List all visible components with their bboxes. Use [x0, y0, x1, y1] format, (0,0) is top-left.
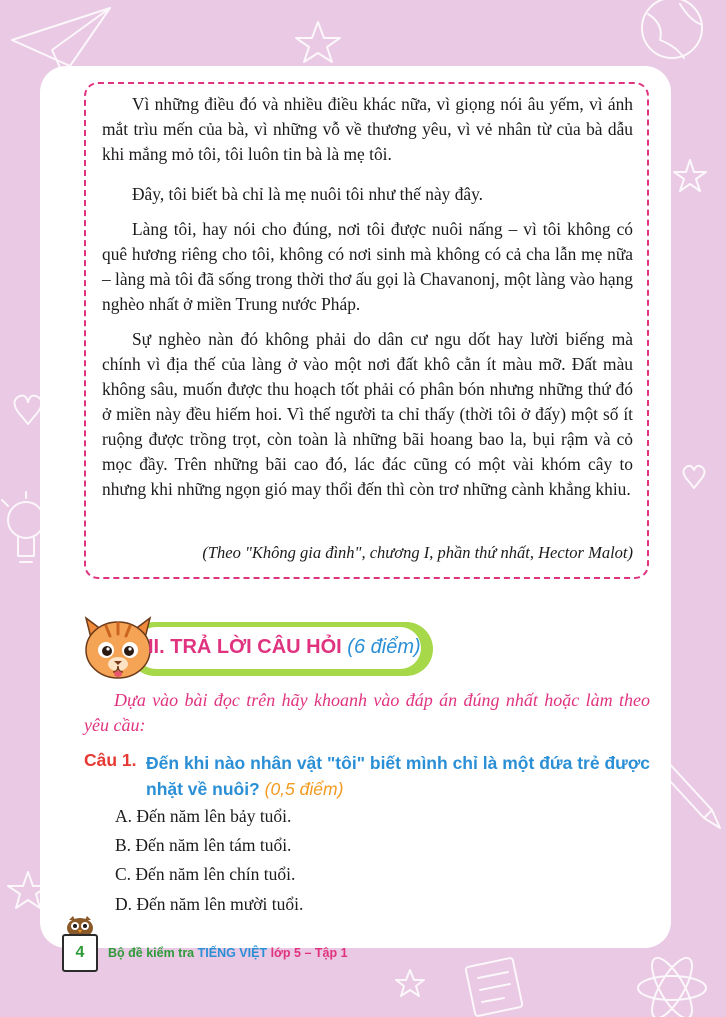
- footer-title-part-1: Bộ đề kiểm tra: [108, 946, 195, 960]
- section-score: (6 điểm): [347, 636, 421, 658]
- excerpt-paragraph-1: Vì những điều đó và nhiều điều khác nữa, vì giọng nói âu yếm, vì ánh mắt trìu mến của bà, vì những vỗ về thương yêu, vì vẻ nhân từ của bà dẫu khi mắng mỏ tôi, tôi luôn tin bà là mẹ tôi.: [102, 94, 633, 164]
- footer-title-part-4: – Tập 1: [304, 946, 348, 960]
- section-title-text: II. TRẢ LỜI CÂU HỎI: [148, 636, 342, 658]
- cat-mascot-icon: [78, 608, 158, 686]
- page-number: 4: [75, 944, 85, 961]
- paper-plane-icon: [12, 8, 110, 72]
- heart-icon: [683, 466, 704, 488]
- question-1-prompt: Đến khi nào nhân vật "tôi" biết mình chỉ là một đứa trẻ được nhặt về nuôi?: [146, 753, 650, 799]
- notes-icon: [465, 958, 522, 1017]
- excerpt-paragraph-4: Sự nghèo nàn đó không phải do dân cư ngu dốt hay lười biếng mà chính vì địa thế của làng ở vào một nơi đất khô cằn ít màu mỡ. Đất màu không sâu, muốn được thu hoạch tốt phải có phân bón nhưng những thứ đó ở miền này đều hiếm hoi. Vì thế người ta chỉ thấy (thời tôi ở đấy) một số ít ruộng được trồng trọt, còn toàn là những bãi hoang bao la, bụi rậm và cỏ mọc đầy. Trên những bãi cao đó, lác đác cũng có một vài khóm cây to nhưng khi những ngọn gió may thổi đến thì còn trơ những cành khẳng khiu.: [102, 329, 633, 499]
- excerpt-citation: (Theo "Không gia đình", chương I, phần thứ nhất, Hector Malot): [202, 543, 633, 562]
- question-1-text: [146, 750, 650, 802]
- answer-option-a[interactable]: A. Đến năm lên bảy tuổi.: [115, 806, 292, 826]
- question-1-points: (0,5 điểm): [264, 779, 344, 799]
- answer-option-d[interactable]: D. Đến năm lên mười tuổi.: [115, 894, 304, 914]
- star-icon: [396, 970, 424, 996]
- section-title: [148, 636, 421, 659]
- footer-book-title: [108, 946, 348, 960]
- answer-option-c[interactable]: C. Đến năm lên chín tuổi.: [115, 864, 296, 884]
- answer-option-b[interactable]: B. Đến năm lên tám tuổi.: [115, 835, 292, 855]
- footer-title-part-2: TIẾNG VIỆT: [197, 946, 268, 960]
- excerpt-paragraph-3: Làng tôi, hay nói cho đúng, nơi tôi được nuôi nấng – vì tôi không có quê hương riêng cho tôi, không có nơi sinh mà không có cả cha lẫn mẹ nữa – làng mà tôi đã sống trong thời thơ ấu gọi là Chavanonj, một làng vào hạng nghèo nhất ở miền Trung nước Pháp.: [102, 219, 633, 314]
- question-1-label: Câu 1.: [84, 750, 137, 770]
- star-icon: [296, 22, 340, 62]
- star-icon: [674, 160, 706, 191]
- question-instruction: Dựa vào bài đọc trên hãy khoanh vào đáp án đúng nhất hoặc làm theo yêu cầu:: [84, 690, 650, 735]
- atom-icon: [638, 953, 706, 1017]
- globe-icon: [642, 0, 702, 58]
- excerpt-paragraph-2: Đây, tôi biết bà chỉ là mẹ nuôi tôi như thế này đây.: [132, 184, 484, 204]
- footer-title-part-3: lớp 5: [270, 946, 301, 960]
- heart-icon: [14, 396, 41, 424]
